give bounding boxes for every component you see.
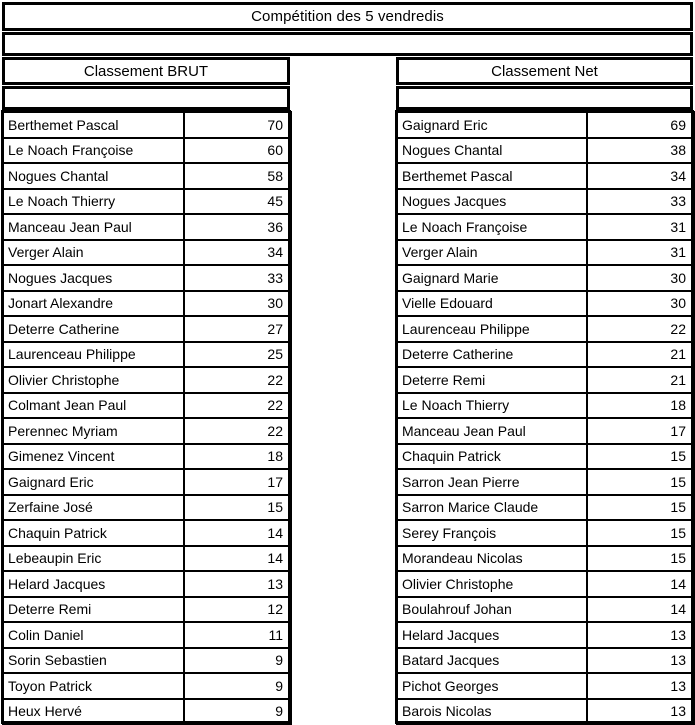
- player-score-cell[interactable]: 14: [184, 520, 291, 546]
- page-title: Compétition des 5 vendredis: [251, 8, 444, 25]
- player-score-cell[interactable]: 13: [587, 673, 694, 699]
- player-name-cell[interactable]: Perennec Myriam: [3, 418, 184, 444]
- table-row[interactable]: [397, 189, 694, 215]
- table-row[interactable]: [3, 265, 291, 291]
- player-score-cell[interactable]: 34: [184, 240, 291, 266]
- table-row[interactable]: [397, 444, 694, 470]
- player-name-cell[interactable]: Vielle Edouard: [397, 291, 587, 317]
- table-row[interactable]: [397, 469, 694, 495]
- table-row[interactable]: [3, 112, 291, 138]
- table-row[interactable]: [397, 163, 694, 189]
- player-name-cell[interactable]: Olivier Christophe: [397, 571, 587, 597]
- player-name-cell[interactable]: Le Noach Françoise: [397, 214, 587, 240]
- table-row[interactable]: [3, 673, 291, 699]
- player-score-cell[interactable]: 25: [184, 342, 291, 368]
- player-name-cell[interactable]: Sarron Jean Pierre: [397, 469, 587, 495]
- table-row[interactable]: [3, 367, 291, 393]
- ranking-table-net-body: [397, 112, 694, 724]
- table-row[interactable]: [3, 138, 291, 164]
- player-score-cell[interactable]: 21: [587, 367, 694, 393]
- table-row[interactable]: [397, 342, 694, 368]
- player-name-cell[interactable]: Gaignard Eric: [3, 469, 184, 495]
- player-name-cell[interactable]: Nogues Jacques: [397, 189, 587, 215]
- table-row[interactable]: [397, 699, 694, 725]
- player-name-cell[interactable]: Berthemet Pascal: [397, 163, 587, 189]
- player-name-cell[interactable]: Sorin Sebastien: [3, 648, 184, 674]
- player-name-cell[interactable]: Toyon Patrick: [3, 673, 184, 699]
- player-score-cell[interactable]: 15: [587, 495, 694, 521]
- player-score-cell[interactable]: 34: [587, 163, 694, 189]
- section-header-net-label: Classement Net: [491, 62, 598, 80]
- table-row[interactable]: [3, 291, 291, 317]
- player-score-cell[interactable]: 22: [184, 367, 291, 393]
- table-row[interactable]: [397, 393, 694, 419]
- table-row[interactable]: [397, 520, 694, 546]
- table-row[interactable]: [397, 673, 694, 699]
- player-score-cell[interactable]: 45: [184, 189, 291, 215]
- table-row[interactable]: [397, 495, 694, 521]
- table-row[interactable]: [3, 444, 291, 470]
- player-score-cell[interactable]: 17: [587, 418, 694, 444]
- table-row[interactable]: [3, 163, 291, 189]
- table-row[interactable]: [3, 342, 291, 368]
- player-score-cell[interactable]: 17: [184, 469, 291, 495]
- player-name-cell[interactable]: Le Noach Thierry: [3, 189, 184, 215]
- section-header-net: [396, 57, 693, 85]
- player-name-cell[interactable]: Laurenceau Philippe: [397, 316, 587, 342]
- player-name-cell[interactable]: Batard Jacques: [397, 648, 587, 674]
- player-score-cell[interactable]: 18: [184, 444, 291, 470]
- blank-spacer-row-top: [2, 32, 693, 56]
- table-row[interactable]: [397, 622, 694, 648]
- player-score-cell[interactable]: 9: [184, 648, 291, 674]
- table-row[interactable]: [397, 240, 694, 266]
- table-row[interactable]: [397, 571, 694, 597]
- player-score-cell[interactable]: 31: [587, 240, 694, 266]
- table-row[interactable]: [3, 699, 291, 725]
- player-score-cell[interactable]: 14: [587, 597, 694, 623]
- player-name-cell[interactable]: Boulahrouf Johan: [397, 597, 587, 623]
- player-score-cell[interactable]: 13: [184, 571, 291, 597]
- player-score-cell[interactable]: 15: [587, 520, 694, 546]
- player-score-cell[interactable]: 14: [184, 546, 291, 572]
- ranking-table-brut: [2, 111, 292, 725]
- player-score-cell[interactable]: 22: [587, 316, 694, 342]
- blank-spacer-row-net: [396, 86, 693, 110]
- player-score-cell[interactable]: 30: [587, 265, 694, 291]
- player-name-cell[interactable]: Heux Hervé: [3, 699, 184, 725]
- player-name-cell[interactable]: Nogues Chantal: [3, 163, 184, 189]
- player-name-cell[interactable]: Berthemet Pascal: [3, 112, 184, 138]
- player-score-cell[interactable]: 15: [587, 546, 694, 572]
- table-row[interactable]: [3, 418, 291, 444]
- player-score-cell[interactable]: 60: [184, 138, 291, 164]
- player-name-cell[interactable]: Verger Alain: [3, 240, 184, 266]
- player-name-cell[interactable]: Zerfaine José: [3, 495, 184, 521]
- table-row[interactable]: [3, 316, 291, 342]
- player-name-cell[interactable]: Colin Daniel: [3, 622, 184, 648]
- player-score-cell[interactable]: 13: [587, 648, 694, 674]
- player-name-cell[interactable]: Pichot Georges: [397, 673, 587, 699]
- player-name-cell[interactable]: Le Noach Thierry: [397, 393, 587, 419]
- table-row[interactable]: [397, 112, 694, 138]
- ranking-table-brut-body: [3, 112, 291, 724]
- table-row[interactable]: [397, 214, 694, 240]
- player-name-cell[interactable]: Serey François: [397, 520, 587, 546]
- table-row[interactable]: [3, 240, 291, 266]
- player-name-cell[interactable]: Manceau Jean Paul: [3, 214, 184, 240]
- player-name-cell[interactable]: Deterre Catherine: [397, 342, 587, 368]
- player-score-cell[interactable]: 15: [587, 469, 694, 495]
- player-score-cell[interactable]: 14: [587, 571, 694, 597]
- table-row[interactable]: [3, 469, 291, 495]
- player-score-cell[interactable]: 58: [184, 163, 291, 189]
- player-score-cell[interactable]: 22: [184, 418, 291, 444]
- player-name-cell[interactable]: Gaignard Marie: [397, 265, 587, 291]
- player-score-cell[interactable]: 38: [587, 138, 694, 164]
- player-name-cell[interactable]: Olivier Christophe: [3, 367, 184, 393]
- player-score-cell[interactable]: 21: [587, 342, 694, 368]
- section-header-brut: [2, 57, 290, 85]
- player-name-cell[interactable]: Sarron Marice Claude: [397, 495, 587, 521]
- table-row[interactable]: [3, 648, 291, 674]
- player-score-cell[interactable]: 15: [184, 495, 291, 521]
- blank-spacer-row-brut: [2, 86, 290, 110]
- player-score-cell[interactable]: 36: [184, 214, 291, 240]
- player-name-cell[interactable]: Jonart Alexandre: [3, 291, 184, 317]
- player-score-cell[interactable]: 11: [184, 622, 291, 648]
- section-header-brut-label: Classement BRUT: [83, 62, 209, 80]
- player-score-cell[interactable]: 30: [587, 291, 694, 317]
- player-score-cell[interactable]: 9: [184, 673, 291, 699]
- player-score-cell[interactable]: 13: [587, 622, 694, 648]
- player-name-cell[interactable]: Nogues Chantal: [397, 138, 587, 164]
- player-name-cell[interactable]: Gaignard Eric: [397, 112, 587, 138]
- player-score-cell[interactable]: 12: [184, 597, 291, 623]
- player-name-cell[interactable]: Verger Alain: [397, 240, 587, 266]
- player-name-cell[interactable]: Helard Jacques: [3, 571, 184, 597]
- table-row[interactable]: [3, 546, 291, 572]
- player-name-cell[interactable]: Lebeaupin Eric: [3, 546, 184, 572]
- player-name-cell[interactable]: Laurenceau Philippe: [3, 342, 184, 368]
- player-name-cell[interactable]: Deterre Remi: [3, 597, 184, 623]
- player-name-cell[interactable]: Manceau Jean Paul: [397, 418, 587, 444]
- player-score-cell[interactable]: 70: [184, 112, 291, 138]
- player-name-cell[interactable]: Morandeau Nicolas: [397, 546, 587, 572]
- player-score-cell[interactable]: 27: [184, 316, 291, 342]
- table-row[interactable]: [3, 214, 291, 240]
- player-score-cell[interactable]: 18: [587, 393, 694, 419]
- table-row[interactable]: [397, 316, 694, 342]
- player-score-cell[interactable]: 33: [184, 265, 291, 291]
- table-row[interactable]: [397, 418, 694, 444]
- table-row[interactable]: [3, 393, 291, 419]
- table-row[interactable]: [397, 367, 694, 393]
- player-score-cell[interactable]: 69: [587, 112, 694, 138]
- player-score-cell[interactable]: 15: [587, 444, 694, 470]
- table-row[interactable]: [397, 265, 694, 291]
- player-score-cell[interactable]: 13: [587, 699, 694, 725]
- player-name-cell[interactable]: Chaquin Patrick: [397, 444, 587, 470]
- table-row[interactable]: [3, 520, 291, 546]
- table-row[interactable]: [3, 495, 291, 521]
- player-score-cell[interactable]: 33: [587, 189, 694, 215]
- player-name-cell[interactable]: Nogues Jacques: [3, 265, 184, 291]
- table-row[interactable]: [397, 648, 694, 674]
- player-name-cell[interactable]: Gimenez Vincent: [3, 444, 184, 470]
- player-name-cell[interactable]: Colmant Jean Paul: [3, 393, 184, 419]
- player-name-cell[interactable]: Deterre Catherine: [3, 316, 184, 342]
- table-row[interactable]: [3, 571, 291, 597]
- player-name-cell[interactable]: Barois Nicolas: [397, 699, 587, 725]
- player-name-cell[interactable]: Chaquin Patrick: [3, 520, 184, 546]
- table-row[interactable]: [3, 597, 291, 623]
- document-title-cell: [2, 2, 693, 31]
- player-name-cell[interactable]: Helard Jacques: [397, 622, 587, 648]
- table-row[interactable]: [397, 291, 694, 317]
- player-name-cell[interactable]: Deterre Remi: [397, 367, 587, 393]
- player-score-cell[interactable]: 31: [587, 214, 694, 240]
- player-score-cell[interactable]: 9: [184, 699, 291, 725]
- player-name-cell[interactable]: Le Noach Françoise: [3, 138, 184, 164]
- table-row[interactable]: [397, 138, 694, 164]
- table-row[interactable]: [3, 622, 291, 648]
- ranking-table-net: [396, 111, 695, 725]
- player-score-cell[interactable]: 22: [184, 393, 291, 419]
- table-row[interactable]: [397, 597, 694, 623]
- table-row[interactable]: [3, 189, 291, 215]
- table-row[interactable]: [397, 546, 694, 572]
- player-score-cell[interactable]: 30: [184, 291, 291, 317]
